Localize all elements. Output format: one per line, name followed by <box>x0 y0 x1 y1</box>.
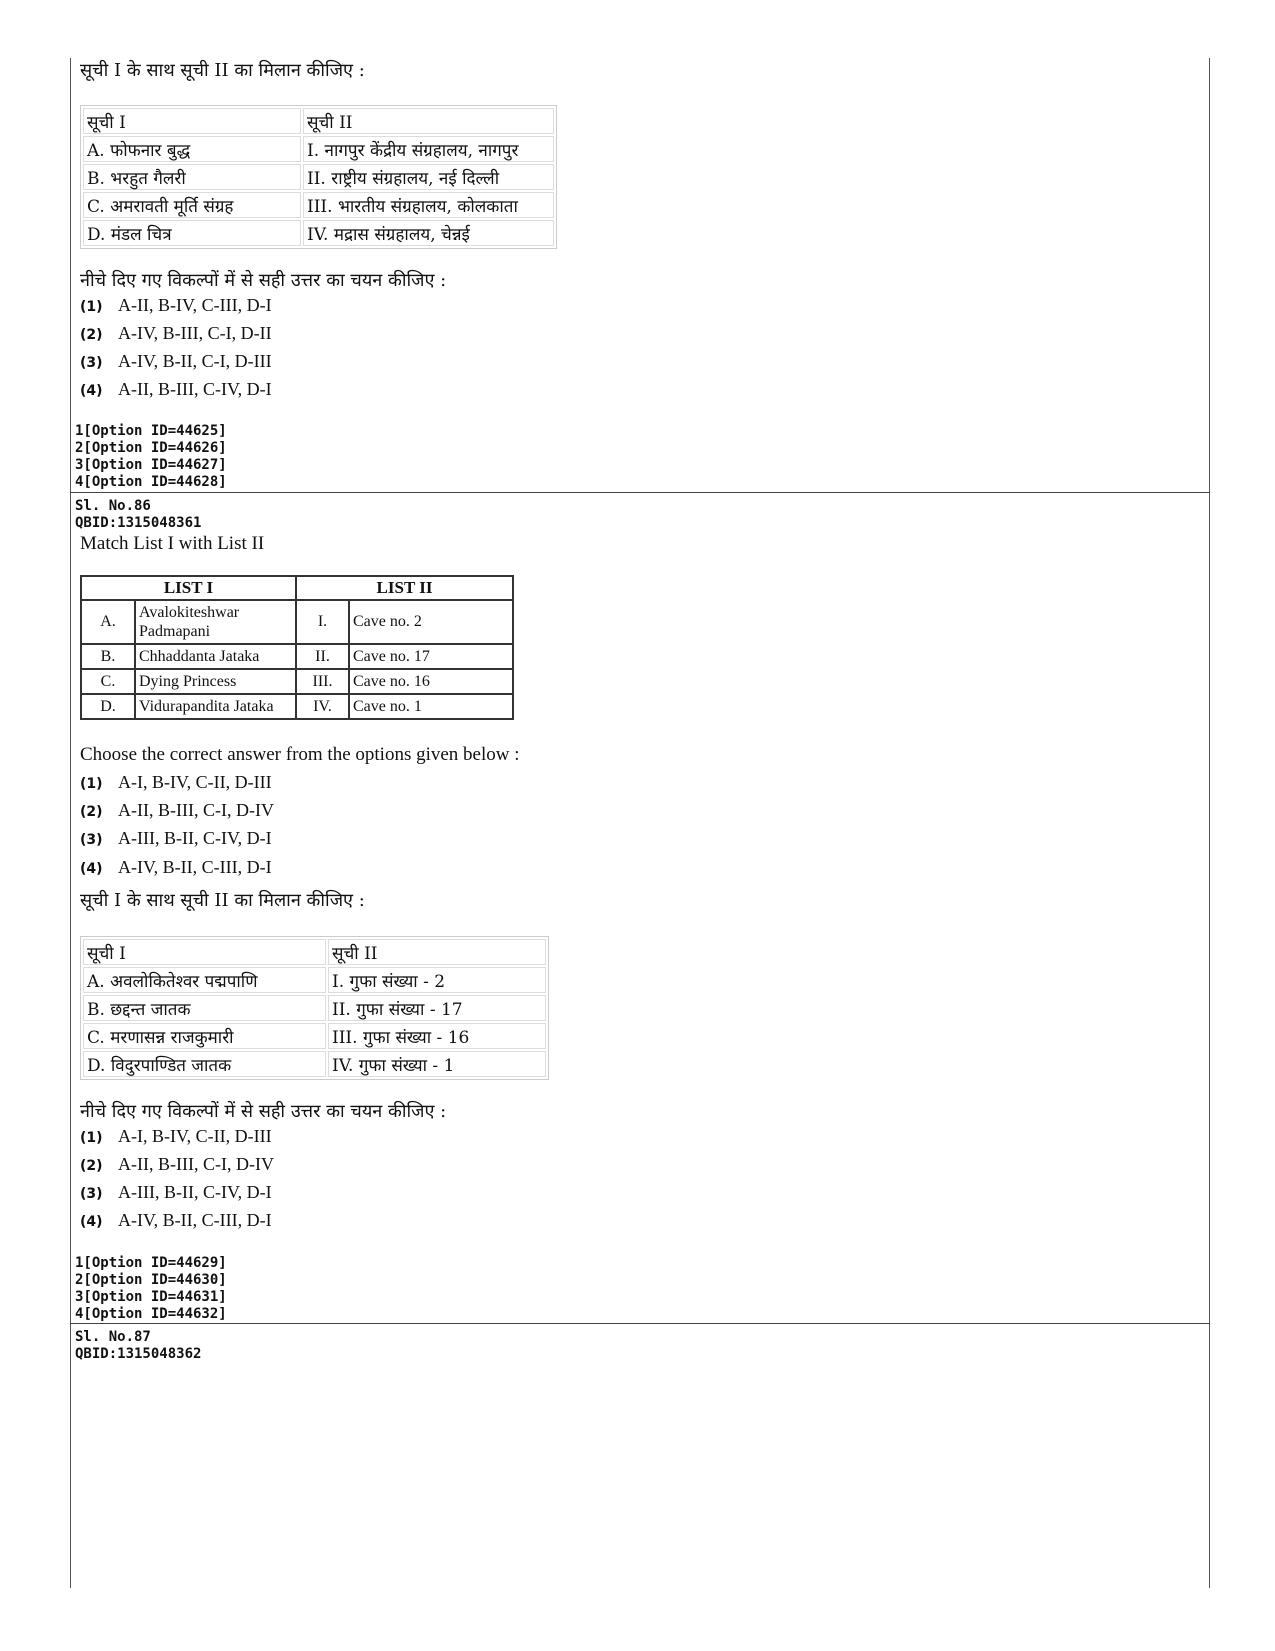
option-4 <box>80 379 272 400</box>
table-row <box>81 669 513 694</box>
table-row <box>83 164 554 190</box>
option-1 <box>80 1126 272 1147</box>
table-cell: Cave no. 16 <box>349 669 513 694</box>
table-cell: II. गुफा संख्या - 17 <box>328 995 546 1021</box>
table-cell: D. मंडल चित्र <box>83 220 301 246</box>
option-number: (4) <box>80 861 103 877</box>
table-row <box>81 694 513 719</box>
table-cell: C. मरणासन्न राजकुमारी <box>83 1023 326 1049</box>
option-id: 2[Option ID=44626] <box>75 440 227 456</box>
table-cell: III. <box>296 669 349 694</box>
left-border <box>70 58 71 1588</box>
option-number: (4) <box>80 383 103 399</box>
table-row <box>83 1051 546 1077</box>
option-text: A-I, B-IV, C-II, D-III <box>118 1126 272 1146</box>
option-number: (1) <box>80 299 103 315</box>
table-row <box>83 939 546 965</box>
option-number: (4) <box>80 1214 103 1230</box>
option-text: A-III, B-II, C-IV, D-I <box>118 828 272 848</box>
table-cell: IV. <box>296 694 349 719</box>
option-text: A-II, B-III, C-I, D-IV <box>118 800 274 820</box>
table-cell: II. राष्ट्रीय संग्रहालय, नई दिल्ली <box>303 164 554 190</box>
table-cell: C. अमरावती मूर्ति संग्रह <box>83 192 301 218</box>
q85-option-ids <box>75 423 227 491</box>
table-row <box>83 1023 546 1049</box>
table-row <box>83 967 546 993</box>
table-header: LIST I <box>81 576 296 600</box>
table-cell: I. नागपुर केंद्रीय संग्रहालय, नागपुर <box>303 136 554 162</box>
table-cell: A. फोफनार बुद्ध <box>83 136 301 162</box>
table-cell: Cave no. 17 <box>349 644 513 669</box>
table-row <box>83 192 554 218</box>
q87-header <box>75 1329 201 1363</box>
option-text: A-I, B-IV, C-II, D-III <box>118 772 272 792</box>
table-header: LIST II <box>296 576 513 600</box>
table-cell: D. विदुरपाण्डित जातक <box>83 1051 326 1077</box>
table-cell: III. भारतीय संग्रहालय, कोलकाता <box>303 192 554 218</box>
qbid: QBID:1315048362 <box>75 1346 202 1362</box>
option-number: (2) <box>80 1158 103 1174</box>
table-row <box>83 108 554 134</box>
option-text: A-IV, B-III, C-I, D-II <box>118 323 272 343</box>
table-row <box>81 600 513 644</box>
table-header: सूची I <box>83 108 301 134</box>
table-cell: A. अवलोकितेश्वर पद्मपाणि <box>83 967 326 993</box>
qbid: QBID:1315048361 <box>75 515 202 531</box>
right-border <box>1209 58 1210 1588</box>
table-cell: Chhaddanta Jataka <box>135 644 296 669</box>
table-cell: C. <box>81 669 135 694</box>
q86-header <box>75 498 201 532</box>
question-divider <box>70 1323 1210 1324</box>
q86-choose-hi: नीचे दिए गए विकल्पों में से सही उत्तर का चयन कीजिए : <box>80 1101 447 1122</box>
table-cell: II. <box>296 644 349 669</box>
table-cell: Avalokiteshwar Padmapani <box>135 600 296 644</box>
option-id: 3[Option ID=44631] <box>75 1289 227 1305</box>
option-text: A-II, B-III, C-I, D-IV <box>118 1154 274 1174</box>
q85-heading-hi: सूची I के साथ सूची II का मिलान कीजिए : <box>80 60 365 81</box>
table-cell: A. <box>81 600 135 644</box>
option-1 <box>80 772 272 793</box>
table-row <box>83 220 554 246</box>
q86-heading-en: Match List I with List II <box>80 533 265 554</box>
table-cell: I. गुफा संख्या - 2 <box>328 967 546 993</box>
option-number: (2) <box>80 804 103 820</box>
option-text: A-II, B-IV, C-III, D-I <box>118 295 272 315</box>
option-4 <box>80 857 272 878</box>
q86-option-ids <box>75 1255 227 1323</box>
option-3 <box>80 1182 272 1203</box>
q86-table-hi <box>80 936 549 1080</box>
option-id: 4[Option ID=44632] <box>75 1306 227 1322</box>
table-cell: D. <box>81 694 135 719</box>
option-text: A-II, B-III, C-IV, D-I <box>118 379 272 399</box>
option-id: 3[Option ID=44627] <box>75 457 227 473</box>
table-cell: B. भरहुत गैलरी <box>83 164 301 190</box>
option-id: 2[Option ID=44630] <box>75 1272 227 1288</box>
option-number: (3) <box>80 832 103 848</box>
table-header: सूची II <box>328 939 546 965</box>
table-cell: Cave no. 2 <box>349 600 513 644</box>
table-row <box>81 576 513 600</box>
table-header: सूची II <box>303 108 554 134</box>
table-cell: IV. मद्रास संग्रहालय, चेन्नई <box>303 220 554 246</box>
option-text: A-III, B-II, C-IV, D-I <box>118 1182 272 1202</box>
q85-choose-hi: नीचे दिए गए विकल्पों में से सही उत्तर का चयन कीजिए : <box>80 270 447 291</box>
table-header: सूची I <box>83 939 326 965</box>
table-cell: Dying Princess <box>135 669 296 694</box>
option-3 <box>80 351 272 372</box>
sl-no: Sl. No.87 <box>75 1329 151 1345</box>
table-cell: Cave no. 1 <box>349 694 513 719</box>
option-id: 1[Option ID=44629] <box>75 1255 227 1271</box>
option-3 <box>80 828 272 849</box>
option-id: 4[Option ID=44628] <box>75 474 227 490</box>
q86-choose-en: Choose the correct answer from the options given below : <box>80 744 520 765</box>
option-number: (3) <box>80 1186 103 1202</box>
table-cell: III. गुफा संख्या - 16 <box>328 1023 546 1049</box>
option-2 <box>80 800 274 821</box>
option-2 <box>80 1154 274 1175</box>
option-4 <box>80 1210 272 1231</box>
table-cell: I. <box>296 600 349 644</box>
option-number: (2) <box>80 327 103 343</box>
table-row <box>83 995 546 1021</box>
option-number: (3) <box>80 355 103 371</box>
option-number: (1) <box>80 776 103 792</box>
sl-no: Sl. No.86 <box>75 498 151 514</box>
table-row <box>83 136 554 162</box>
q86-heading-hi: सूची I के साथ सूची II का मिलान कीजिए : <box>80 890 365 911</box>
table-cell: B. <box>81 644 135 669</box>
option-text: A-IV, B-II, C-III, D-I <box>118 857 272 877</box>
option-1 <box>80 295 272 316</box>
question-divider <box>70 492 1210 493</box>
table-cell: IV. गुफा संख्या - 1 <box>328 1051 546 1077</box>
table-row <box>81 644 513 669</box>
option-text: A-IV, B-II, C-III, D-I <box>118 1210 272 1230</box>
q85-table-hi <box>80 105 557 249</box>
table-cell: Vidurapandita Jataka <box>135 694 296 719</box>
q86-table-en <box>80 575 514 720</box>
table-cell: B. छद्दन्त जातक <box>83 995 326 1021</box>
option-2 <box>80 323 272 344</box>
option-id: 1[Option ID=44625] <box>75 423 227 439</box>
option-number: (1) <box>80 1130 103 1146</box>
option-text: A-IV, B-II, C-I, D-III <box>118 351 272 371</box>
